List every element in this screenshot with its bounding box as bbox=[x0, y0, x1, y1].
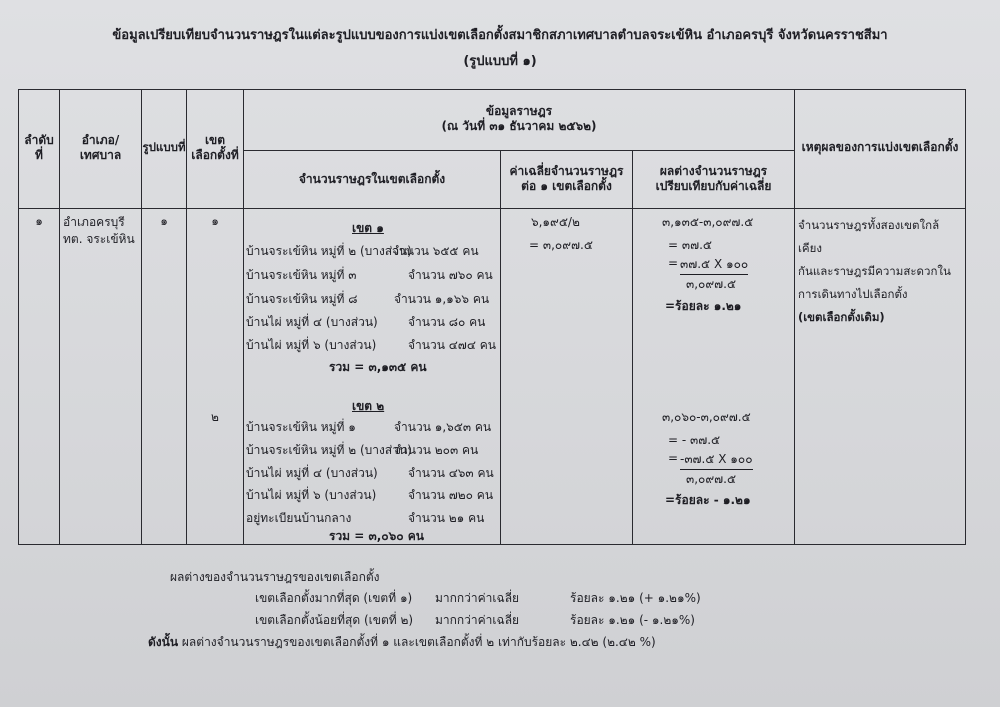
summary-max-label: เขตเลือกตั้งมากที่สุด (เขตที่ ๑) bbox=[255, 591, 413, 605]
header-difference: ผลต่างจำนวนราษฎร เปรียบเทียบกับค่าเฉลี่ย bbox=[655, 164, 772, 193]
list-item: บ้านไผ่ หมู่ที่ ๖ (บางส่วน) bbox=[246, 338, 377, 352]
list-item-count: จำนวน ๔๗๔ คน bbox=[408, 338, 496, 352]
diff-1-value: = ๓๗.๕ bbox=[668, 238, 712, 252]
summary-conclusion: ดังนั้น ผลต่างจำนวนราษฎรของเขตเลือกตั้งที่ ๑ และเขตเลือกตั้งที่ ๒ เท่ากับร้อยละ ๒.๔๒ (๒.๔๒ %) bbox=[148, 635, 656, 649]
summary-min-percent: ร้อยละ ๑.๒๑ (- ๑.๒๑%) bbox=[570, 613, 695, 627]
diff-2-value: = - ๓๗.๕ bbox=[668, 433, 721, 447]
table-border-top bbox=[18, 89, 965, 90]
list-item: บ้านจระเข้หิน หมู่ที่ ๓ bbox=[246, 268, 357, 282]
col-divider bbox=[141, 89, 142, 545]
diff-2-denominator: ๓,๐๙๗.๕ bbox=[686, 472, 737, 486]
header-pop-in-zone: จำนวนราษฎรในเขตเลือกตั้ง bbox=[298, 172, 446, 186]
diff-1-subtraction: ๓,๑๓๕-๓,๐๙๗.๕ bbox=[662, 215, 754, 229]
average-result: = ๓,๐๙๗.๕ bbox=[529, 238, 593, 252]
row-no: ๑ bbox=[35, 214, 43, 228]
list-item: บ้านไผ่ หมู่ที่ ๖ (บางส่วน) bbox=[246, 488, 377, 502]
document-subtitle: (รูปแบบที่ ๑) bbox=[463, 54, 537, 69]
col-divider bbox=[500, 150, 501, 545]
row-reason: จำนวนราษฎรทั้งสองเขตใกล้เคียง กันและราษฎรมีความสะดวกใน การเดินทางไปเลือกตั้ง (เขตเลือกตั้งเดิม) bbox=[798, 218, 951, 324]
zone-2-heading: เขต ๒ bbox=[352, 399, 385, 413]
header-population: ข้อมูลราษฎร (ณ วันที่ ๓๑ ธันวาคม ๒๕๖๒) bbox=[441, 104, 597, 133]
diff-1-result: =ร้อยละ ๑.๒๑ bbox=[665, 299, 742, 313]
list-item: อยู่ทะเบียนบ้านกลาง bbox=[246, 511, 352, 525]
list-item-count: จำนวน ๔๖๓ คน bbox=[408, 466, 494, 480]
list-item: บ้านจระเข้หิน หมู่ที่ ๒ (บางส่วน) bbox=[246, 244, 412, 258]
list-item: บ้านจระเข้หิน หมู่ที่ ๑ bbox=[246, 420, 356, 434]
table-subheader-line bbox=[243, 150, 794, 151]
summary-max-compare: มากกว่าค่าเฉลี่ย bbox=[435, 591, 520, 605]
col-divider bbox=[632, 150, 633, 545]
summary-max-percent: ร้อยละ ๑.๒๑ (+ ๑.๒๑%) bbox=[570, 591, 701, 605]
summary-min-label: เขตเลือกตั้งน้อยที่สุด (เขตที่ ๒) bbox=[255, 613, 414, 627]
zone-1-total: รวม = ๓,๑๓๕ คน bbox=[329, 360, 427, 374]
list-item-count: จำนวน ๘๐ คน bbox=[408, 315, 486, 329]
list-item-count: จำนวน ๗๒๐ คน bbox=[408, 488, 494, 502]
zone-2-total: รวม = ๓,๐๖๐ คน bbox=[329, 529, 424, 543]
list-item: บ้านไผ่ หมู่ที่ ๔ (บางส่วน) bbox=[246, 315, 378, 329]
header-reason: เหตุผลของการแบ่งเขตเลือกตั้ง bbox=[801, 140, 959, 154]
header-zone: เขต เลือกตั้งที่ bbox=[191, 133, 239, 162]
header-district: อำเภอ/ เทศบาล bbox=[79, 133, 122, 162]
header-no: ลำดับ ที่ bbox=[24, 133, 54, 162]
summary-heading: ผลต่างของจำนวนราษฎรของเขตเลือกตั้ง bbox=[170, 570, 380, 584]
table-border-bottom bbox=[18, 544, 965, 545]
list-item: บ้านจระเข้หิน หมู่ที่ ๒ (บางส่วน) bbox=[246, 443, 412, 457]
diff-2-equals: = bbox=[668, 451, 679, 465]
col-divider bbox=[794, 89, 795, 545]
average-formula: ๖,๑๙๕/๒ bbox=[531, 215, 580, 229]
row-zone-1: ๑ bbox=[211, 214, 219, 228]
row-zone-2: ๒ bbox=[211, 410, 219, 424]
list-item-count: จำนวน ๑,๖๕๓ คน bbox=[394, 420, 492, 434]
zone-1-heading: เขต ๑ bbox=[352, 221, 384, 235]
document-title: ข้อมูลเปรียบเทียบจำนวนราษฎรในแต่ละรูปแบบของการแบ่งเขตเลือกตั้งสมาชิกสภาเทศบาลตำบลจระเข้หิน อำเภอครบุรี จังหวัดนครราชสีมา bbox=[112, 28, 888, 43]
table-header-bottom bbox=[18, 208, 965, 209]
table-border-right bbox=[965, 89, 966, 545]
diff-2-result: =ร้อยละ - ๑.๒๑ bbox=[665, 493, 751, 507]
diff-2-numerator: -๓๗.๕ X ๑๐๐ bbox=[680, 450, 753, 470]
diff-1-numerator: ๓๗.๕ X ๑๐๐ bbox=[680, 255, 748, 275]
diff-1-denominator: ๓,๐๙๗.๕ bbox=[686, 277, 737, 291]
list-item: บ้านไผ่ หมู่ที่ ๔ (บางส่วน) bbox=[246, 466, 378, 480]
list-item: บ้านจระเข้หิน หมู่ที่ ๘ bbox=[246, 292, 358, 306]
row-district: อำเภอครบุรี ทต. จระเข้หิน bbox=[63, 215, 135, 246]
header-pattern: รูปแบบที่ bbox=[142, 140, 186, 154]
header-average: ค่าเฉลี่ยจำนวนราษฎร ต่อ ๑ เขตเลือกตั้ง bbox=[509, 164, 624, 193]
diff-2-subtraction: ๓,๐๖๐-๓,๐๙๗.๕ bbox=[662, 410, 751, 424]
list-item-count: จำนวน ๒๑ คน bbox=[408, 511, 485, 525]
col-divider bbox=[243, 89, 244, 545]
row-pattern: ๑ bbox=[160, 214, 168, 228]
list-item-count: จำนวน ๒๐๓ คน bbox=[394, 443, 479, 457]
list-item-count: จำนวน ๗๖๐ คน bbox=[408, 268, 493, 282]
summary-min-compare: มากกว่าค่าเฉลี่ย bbox=[435, 613, 520, 627]
list-item-count: จำนวน ๑,๑๖๖ คน bbox=[394, 292, 490, 306]
list-item-count: จำนวน ๖๕๕ คน bbox=[392, 244, 479, 258]
diff-1-equals: = bbox=[668, 256, 679, 270]
